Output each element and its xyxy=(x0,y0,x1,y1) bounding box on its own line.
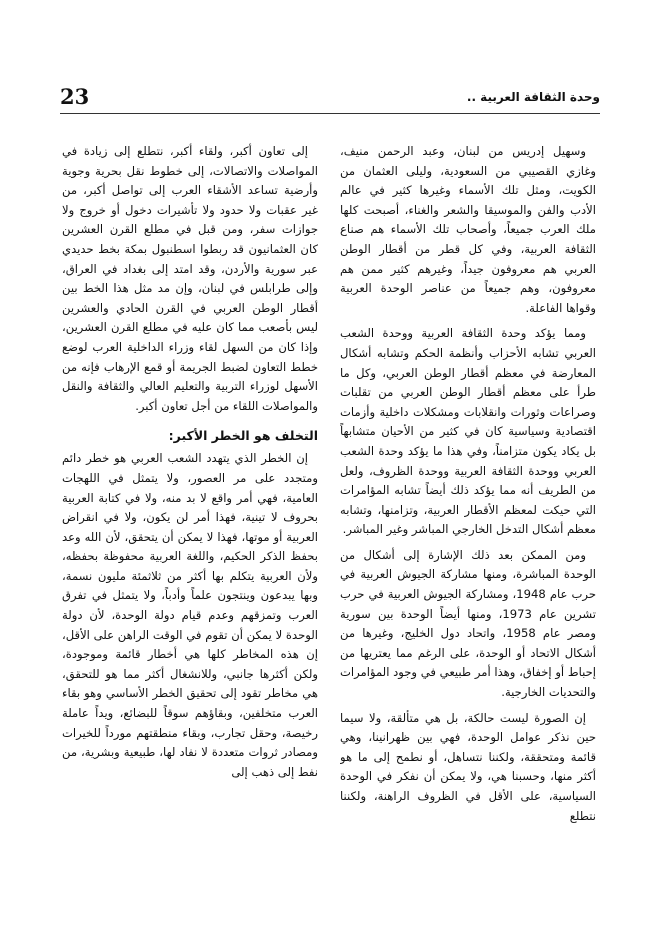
body-paragraph: إن الصورة ليست حالكة، بل هي متألقة، ولا سيما حين نذكر عوامل الوحدة، فهي بين ظهرانينا، وهي قائمة ومتحققة، ولكننا نتساهل، أو نطمح إلى ما هو أكثر منها، وحسبنا هي، ولا يمكن أن نفكر في الوحدة السياسية، على الأقل في الظروف الراهنة، ولكننا نتطلع xyxy=(340,710,596,823)
body-paragraph: إن الخطر الذي يتهدد الشعب العربي هو خطر دائم ومتجدد على مر العصور، ولا يتمثل في اللهجات العامية، فهي أمر واقع لا بد منه، ولا في كتابة العربية بحروف لا تينية، فهذا أمر لن يكون، ولا في انقراض العربية أو موتها، فهذا لا يمكن أن يتحقق، لأن الله وعد بحفظ الذكر الحكيم، واللغة العربية محفوظة بحفظه، ولأن العربية يتكلم بها أكثر من ثلاثمئة مليون نسمة، وبها يبدعون وينتجون علماً وأدباً، ولا يتمثل في تفرق العرب وتمزقهم وعدم قيام دولة الوحدة، لأن دولة الوحدة لا يمكن أن تقوم في الوقت الراهن على الأقل، إن هذه المخاطر كلها هي أخطار قائمة وموجودة، ولكن أكثرها جانبي، وللانشغال أكثر مما هو للتحقق، هي مخاطر تقود إلى تحقيق الخطر الأساسي وهو بقاء العرب متخلفين، وبقاؤهم سوقاً للبضائع، ويداً عاملة رخيصة، وحقل تجارب، وبقاء منطقتهم مورداً للخيرات ومصادر ثروات متعددة لا نفاد لها، طبيعية وبشرية، من نفط إلى ذهب إلى xyxy=(62,451,318,779)
section-heading: التخلف هو الخطر الأكبر: xyxy=(168,428,318,444)
page-number: 23 xyxy=(60,84,90,109)
body-paragraph: وسهيل إدريس من لبنان، وعبد الرحمن منيف، وغازي القصيبي من السعودية، وليلى العثمان من الكويت، ومثل تلك الأسماء وغيرها كثير في عالم الأدب والفن والموسيقا والشعر والغناء، أصبحت كلها ملك العرب جميعاً، وأصحاب تلك الأسماء هم صناع الثقافة العربية، وفي كل قطر من أقطار الوطن العربي هم معروفون جيداً، وغيرهم كثير ممن هم معروفون، وهم جميعاً من عناصر الوحدة العربية وقواها الفاعلة. xyxy=(340,144,596,315)
body-paragraph: ومما يؤكد وحدة الثقافة العربية ووحدة الشعب العربي تشابه الأحزاب وأنظمة الحكم وتشابه أشكال المعارضة في معظم أقطار الوطن العربي، وكل ما طرأ على معظم أقطار الوطن العربي من تقلبات وصراعات وثورات وانقلابات ومشكلات داخلية وأزمات اقتصادية وسياسية كان في كثير من الأحيان متشابهاً بل يكاد يكون متزامناً، وفي هذا ما يؤكد وحدة الشعب العربي ووحدة الثقافة العربية ووحدة الظروف، ولعل من الطريف أنه مما يؤكد ذلك أيضاً تشابه المؤامرات التي حيكت لمعظم الأقطار العربية، وتزامنها، وتشابه معظم أشكال التدخل الخارجي المباشر وغير المباشر. xyxy=(340,326,596,537)
journal-title: وحدة الثقافة العربية .. xyxy=(466,90,600,104)
body-paragraph: ومن الممكن بعد ذلك الإشارة إلى أشكال من الوحدة المباشرة، ومنها مشاركة الجيوش العربية في حرب عام 1948، ومشاركة الجيوش العربية في حرب تشرين عام 1973، ومنها أيضاً الوحدة بين سورية ومصر عام 1958، واتحاد دول الخليج، وغيرها من أشكال الاتحاد أو الوحدة، على الرغم مما يعتريها من إحباط أو إخفاق، وهذا أمر طبيعي في وجود المؤامرات والتحديات الخارجية. xyxy=(340,547,596,700)
right-column xyxy=(340,142,596,917)
page-header xyxy=(60,86,600,110)
body-paragraph: إلى تعاون أكبر، ولقاء أكبر، نتطلع إلى زيادة في المواصلات والاتصالات، إلى خطوط نقل بحرية وجوية وأرضية تساعد الأشقاء العرب إلى تواصل أكبر، من غير عقبات ولا حدود ولا تأشيرات دخول أو خروج ولا جوازات سفر، ومن قبل في مطلع القرن العشرين كان العثمانيون قد ربطوا اسطنبول بمكة بخط حديدي عبر سورية والأردن، وقد امتد إلى بغداد في العراق، وإلى طرابلس في لبنان، وإن مد مثل هذا الخط بين أقطار الوطن العربي في القرن الحادي والعشرين ليس بأصعب مما كان عليه في مطلع القرن العشرين، وإذا كان من السهل لقاء وزراء الداخلية العرب لوضع خطط التعاون لضبط الجريمة أو قمع الإرهاب فإنه من الأسهل لوزراء التربية والتعليم العالي والثقافة والنقل والمواصلات اللقاء من أجل تعاون أكبر. xyxy=(62,144,318,413)
header-rule xyxy=(60,113,600,114)
left-column xyxy=(62,142,318,917)
